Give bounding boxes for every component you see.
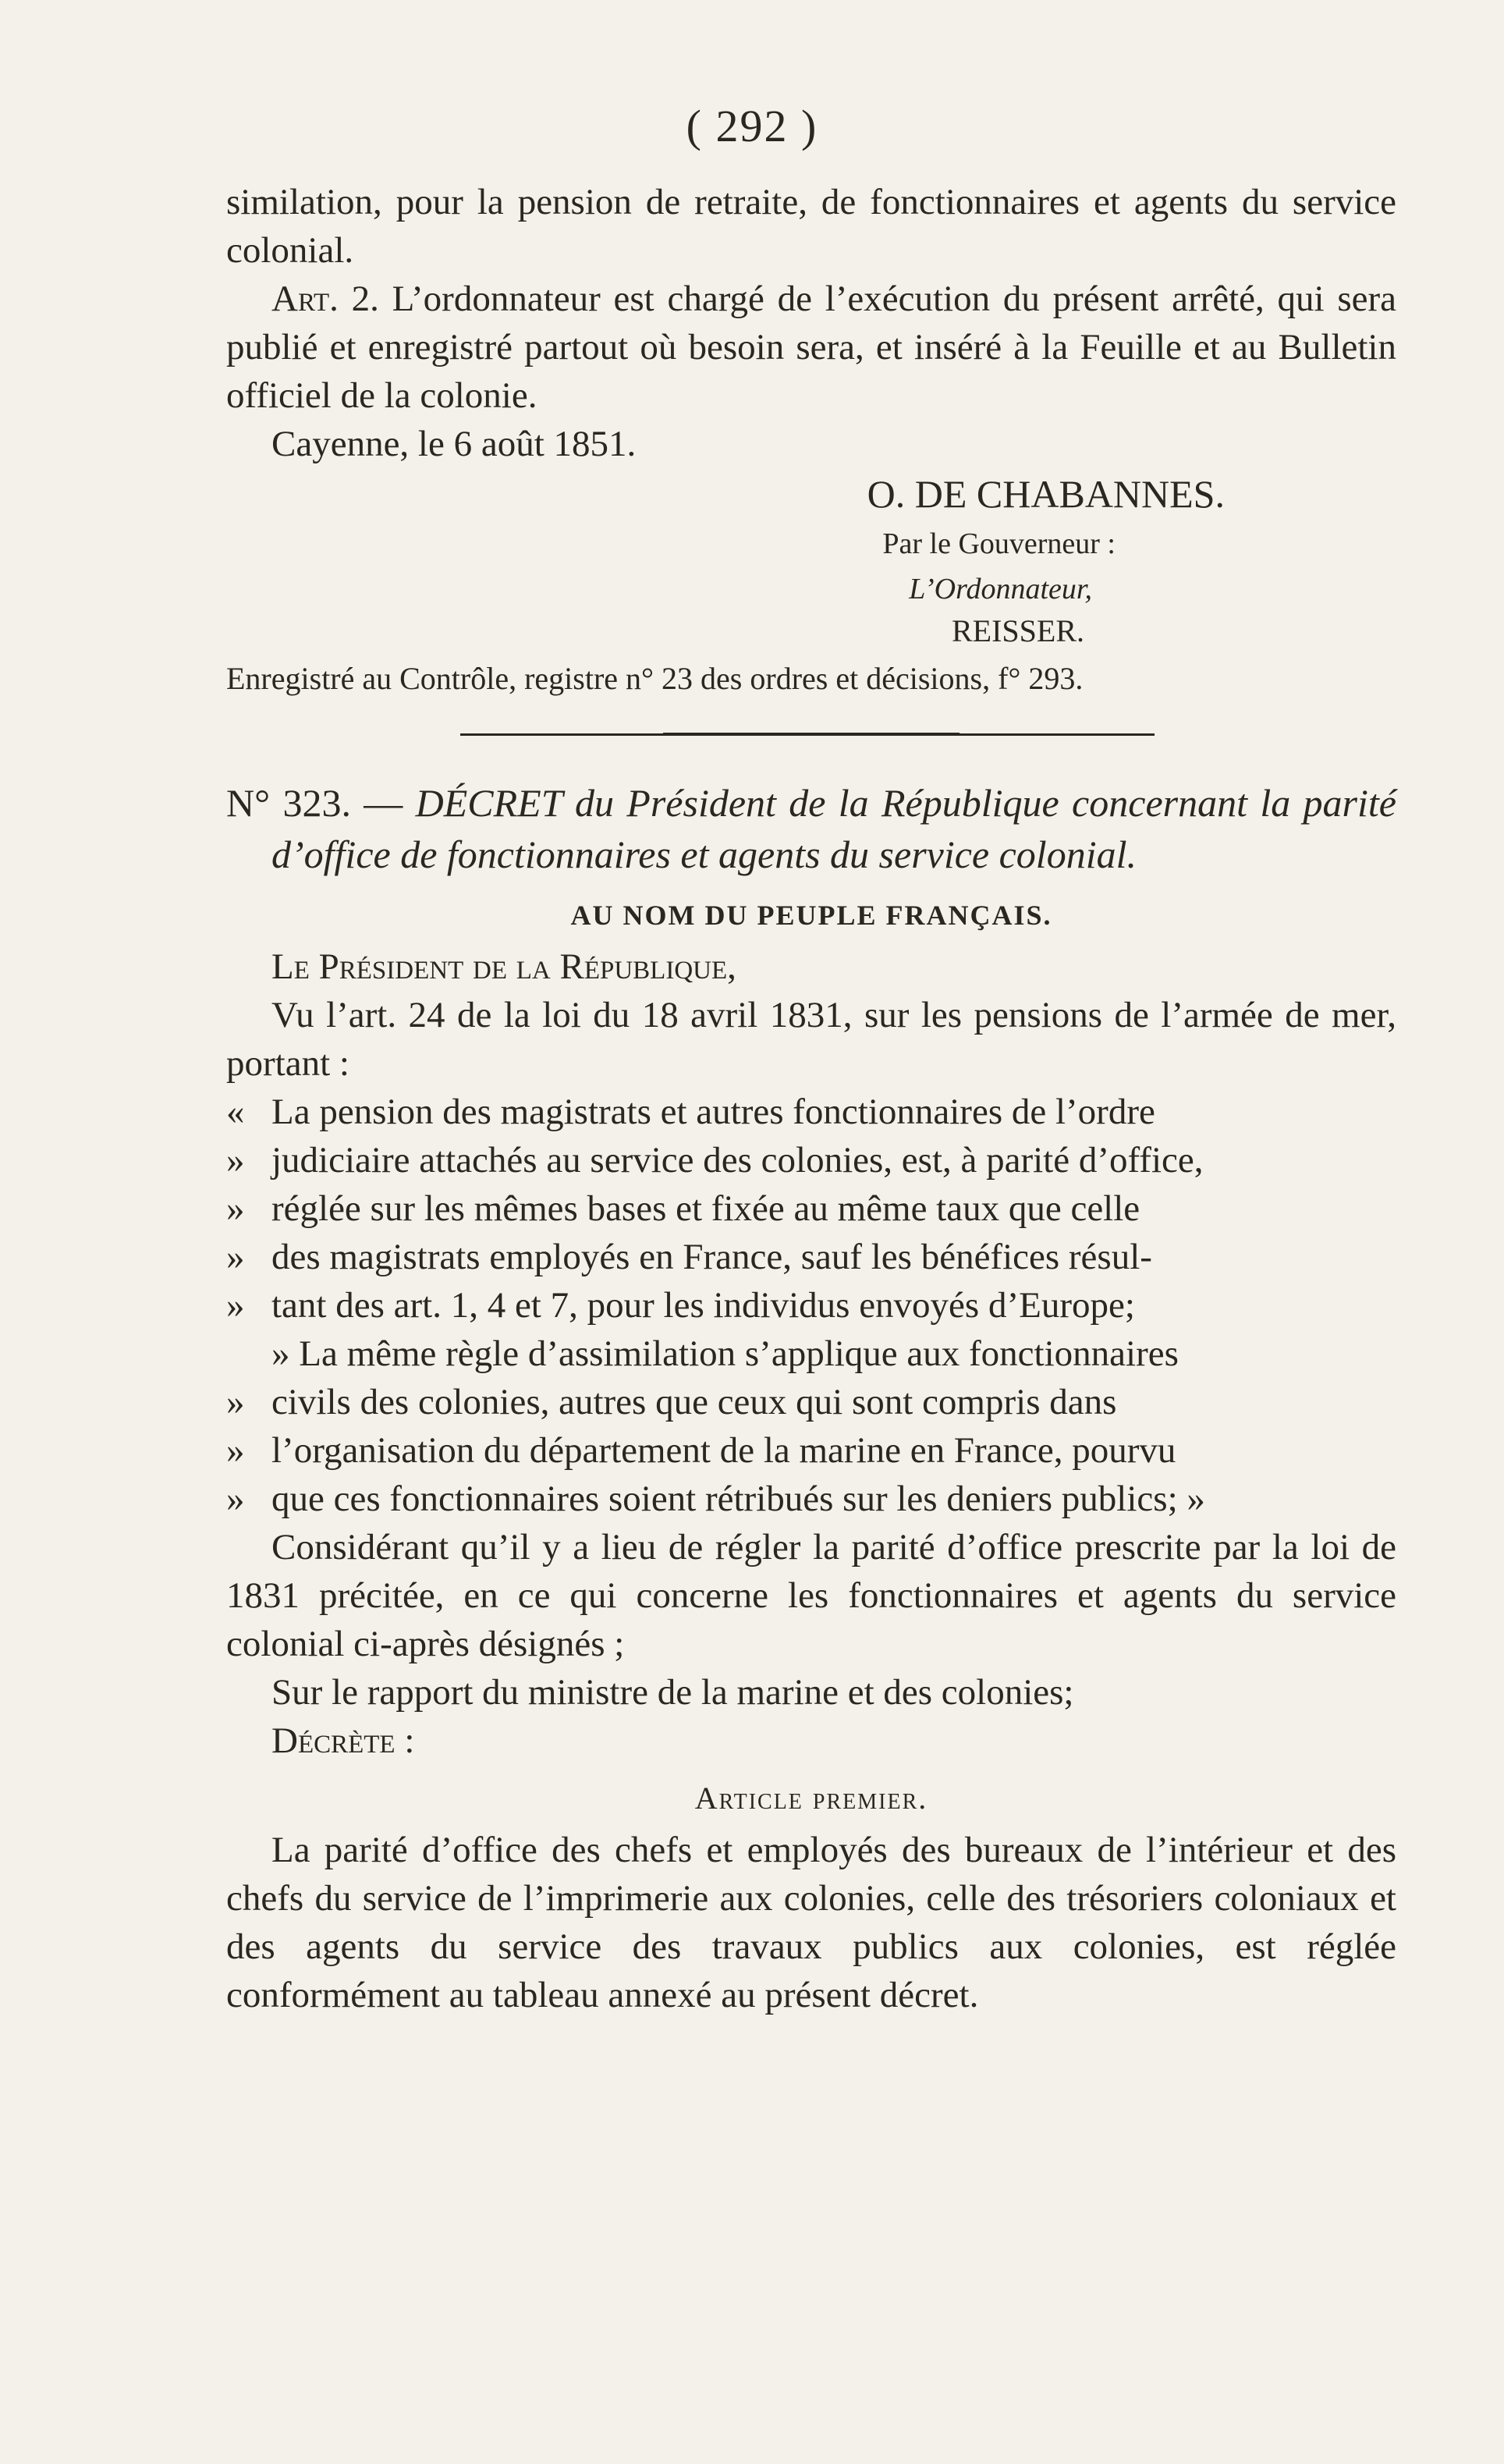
- quote-text: » La même règle d’assimilation s’applique aux fonctionnaires: [271, 1333, 1179, 1374]
- signature-reisser: REISSER.: [951, 613, 1084, 648]
- signature-chabannes: O. DE CHABANNES.: [867, 472, 1225, 516]
- separator-rule-thick: [663, 733, 960, 736]
- article-premier-text: La parité d’office des chefs et employés des bureaux de l’intérieur et des chefs du service de l’imprimerie aux colonies, celle des trésoriers coloniaux et des agents du service des travaux publics aux colonies, est réglée conformément au tableau annexé au présent décret.: [226, 1830, 1396, 2015]
- page-number: ( 292 ): [686, 101, 818, 151]
- le-president: Le Président de la République,: [271, 946, 736, 987]
- quote-line: [226, 1426, 1396, 1475]
- quote-text: tant des art. 1, 4 et 7, pour les individus envoyés d’Europe;: [271, 1285, 1135, 1326]
- quote-mark: »: [226, 1479, 245, 1519]
- quote-line: [226, 1088, 1396, 1136]
- decree-title-text: DÉCRET du Président de la République concernant la parité d’office de fonctionnaires et agents du service colonial.: [271, 781, 1396, 876]
- quote-line: [226, 1136, 1396, 1184]
- quote-mark: »: [226, 1285, 245, 1326]
- quote-line: [226, 1378, 1396, 1426]
- paragraph-article-2: [226, 275, 1396, 420]
- enregistrement-note: Enregistré au Contrôle, registre n° 23 des ordres et décisions, f° 293.: [226, 661, 1084, 696]
- previous-arrete-end: [226, 178, 1396, 701]
- quote-mark: »: [226, 1237, 245, 1277]
- quote-mark: »: [226, 1382, 245, 1422]
- paragraph-considerant: Considérant qu’il y a lieu de régler la parité d’office prescrite par la loi de 1831 précitée, en ce qui concerne les fonctionnaires et agents du service colonial ci-après désignés ;: [226, 1527, 1396, 1664]
- quote-text: des magistrats employés en France, sauf les bénéfices résul-: [271, 1237, 1152, 1277]
- quote-line: [226, 1475, 1396, 1523]
- quote-text: judiciaire attachés au service des colonies, est, à parité d’office,: [271, 1140, 1204, 1181]
- par-le-gouverneur: Par le Gouverneur :: [882, 527, 1116, 560]
- quote-text: civils des colonies, autres que ceux qui sont compris dans: [271, 1382, 1117, 1422]
- quote-mark: «: [226, 1092, 245, 1132]
- quote-line: [226, 1281, 1396, 1330]
- article-premier-heading: Article premier.: [694, 1781, 928, 1816]
- quotation: [226, 1088, 1396, 1523]
- quote-mark: »: [226, 1430, 245, 1471]
- quote-text: que ces fonctionnaires soient rétribués sur les deniers publics; »: [271, 1479, 1205, 1519]
- paragraph-sur-rapport: Sur le rapport du ministre de la marine et des colonies;: [271, 1672, 1074, 1713]
- quote-text: l’organisation du département de la marine en France, pourvu: [271, 1430, 1176, 1471]
- au-nom-du-peuple: AU NOM DU PEUPLE FRANÇAIS.: [570, 900, 1052, 931]
- quote-mark: »: [226, 1140, 245, 1181]
- place-date: Cayenne, le 6 août 1851.: [271, 424, 637, 464]
- decree-title: [226, 777, 1396, 880]
- decree-number: N° 323. —: [226, 781, 403, 825]
- quote-line: [226, 1233, 1396, 1281]
- ordonnateur-label: L’Ordonnateur,: [909, 573, 1092, 605]
- quote-text: réglée sur les mêmes bases et fixée au même taux que celle: [271, 1188, 1140, 1229]
- quote-line: [226, 1184, 1396, 1233]
- decrete-label: Décrète :: [271, 1720, 415, 1761]
- paragraph-similation: similation, pour la pension de retraite, de fonctionnaires et agents du service colonial.: [226, 182, 1396, 271]
- quote-text: La pension des magistrats et autres fonctionnaires de l’ordre: [271, 1092, 1155, 1132]
- paragraph-vu: Vu l’art. 24 de la loi du 18 avril 1831, sur les pensions de l’armée de mer, portant :: [226, 995, 1396, 1084]
- decree-block: [226, 777, 1396, 2019]
- quote-mark: »: [226, 1188, 245, 1229]
- article-2-text: L’ordonnateur est chargé de l’exécution du présent arrêté, qui sera publié et enregistré partout où besoin sera, et inséré à la Feuille et au Bulletin officiel de la colonie.: [226, 279, 1396, 416]
- quote-line: [226, 1330, 1396, 1378]
- article-2-label: Art. 2.: [271, 279, 379, 319]
